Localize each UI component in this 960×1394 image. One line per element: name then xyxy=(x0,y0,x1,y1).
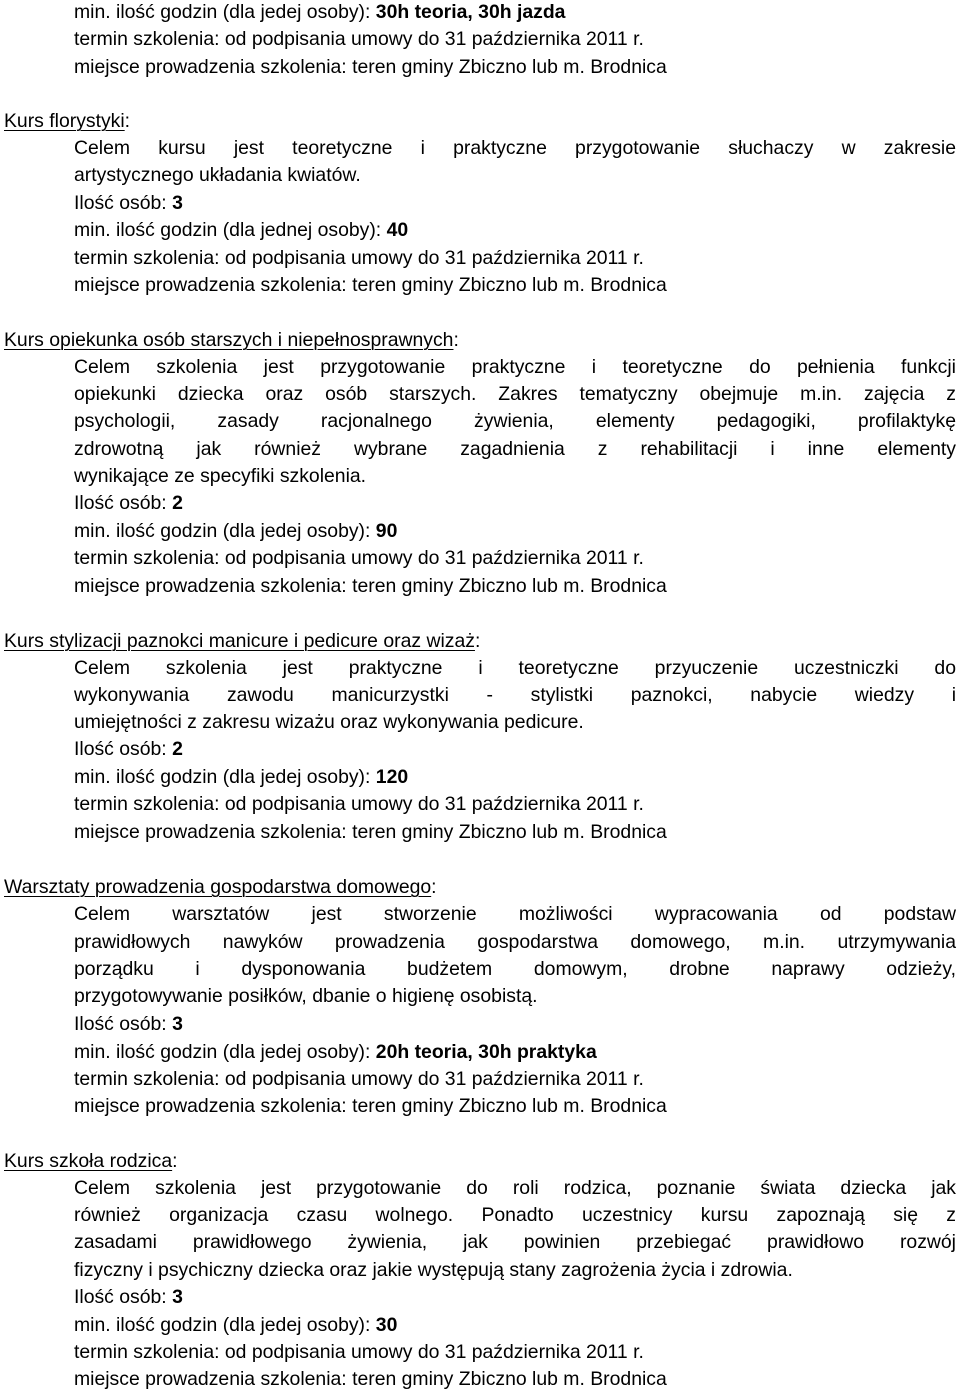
persons-value: 3 xyxy=(172,1013,183,1035)
course-title: Warsztaty prowadzenia gospodarstwa domowego xyxy=(4,876,432,898)
course-description-line xyxy=(74,464,366,488)
course-title: Kurs florystyki xyxy=(4,110,125,132)
termin-line xyxy=(74,792,644,816)
course-description-line xyxy=(74,163,361,187)
hours-line xyxy=(74,1040,597,1064)
hours-line xyxy=(74,765,408,789)
hours-label: min. ilość godzin (dla jedej osoby): xyxy=(74,1041,376,1063)
miejsce-line xyxy=(74,55,667,79)
course-description-line xyxy=(74,902,956,926)
course-description-line xyxy=(74,957,956,981)
course-description-line xyxy=(74,355,956,379)
description-text: Celem szkolenia jest praktyczne i teoretyczne przyuczenie uczestniczki do xyxy=(74,657,956,679)
course-heading: Kurs stylizacji paznokci manicure i pedicure oraz wizaż: xyxy=(4,630,481,652)
persons-line xyxy=(74,1285,183,1309)
course-description-line xyxy=(74,136,956,160)
termin-line xyxy=(74,246,644,270)
course-description-line xyxy=(74,1230,956,1254)
miejsce-line xyxy=(74,1094,667,1118)
miejsce-text: miejsce prowadzenia szkolenia: teren gminy Zbiczno lub m. Brodnica xyxy=(74,1368,667,1390)
course-heading: Kurs opiekunka osób starszych i niepełnosprawnych: xyxy=(4,329,459,351)
description-text: artystycznego układania kwiatów. xyxy=(74,164,361,186)
persons-value: 2 xyxy=(172,492,183,514)
miejsce-text: miejsce prowadzenia szkolenia: teren gminy Zbiczno lub m. Brodnica xyxy=(74,575,667,597)
miejsce-text: miejsce prowadzenia szkolenia: teren gminy Zbiczno lub m. Brodnica xyxy=(74,821,667,843)
hours-value: 20h teoria, 30h praktyka xyxy=(375,1041,597,1063)
persons-label: Ilość osób: xyxy=(74,492,173,514)
persons-label: Ilość osób: xyxy=(74,192,173,214)
termin-text: termin szkolenia: od podpisania umowy do 31 października 2011 r. xyxy=(74,1068,644,1090)
persons-line xyxy=(74,191,183,215)
description-text: przygotowywanie posiłków, dbanie o higienę osobistą. xyxy=(74,985,538,1007)
persons-line xyxy=(74,1012,183,1036)
hours-line xyxy=(74,218,408,242)
miejsce-text: miejsce prowadzenia szkolenia: teren gminy Zbiczno lub m. Brodnica xyxy=(74,56,667,78)
miejsce-text: miejsce prowadzenia szkolenia: teren gminy Zbiczno lub m. Brodnica xyxy=(74,1095,667,1117)
persons-label: Ilość osób: xyxy=(74,1013,173,1035)
hours-label: min. ilość godzin (dla jedej osoby): xyxy=(74,1314,376,1336)
hours-value: 30 xyxy=(375,1314,398,1336)
termin-text: termin szkolenia: od podpisania umowy do 31 października 2011 r. xyxy=(74,547,644,569)
course-title: Kurs szkoła rodzica xyxy=(4,1150,173,1172)
termin-text: termin szkolenia: od podpisania umowy do 31 października 2011 r. xyxy=(74,28,644,50)
course-description-line xyxy=(74,1258,793,1282)
termin-text: termin szkolenia: od podpisania umowy do 31 października 2011 r. xyxy=(74,247,644,269)
hours-line xyxy=(74,519,397,543)
hours-value: 90 xyxy=(375,520,398,542)
course-description-line xyxy=(74,409,956,433)
course-title: Kurs opiekunka osób starszych i niepełnosprawnych xyxy=(4,329,454,351)
miejsce-line xyxy=(74,820,667,844)
termin-line xyxy=(74,1067,644,1091)
hours-value: 120 xyxy=(375,766,409,788)
course-description-line xyxy=(74,382,956,406)
description-text: Celem kursu jest teoretyczne i praktyczne przygotowanie słuchaczy w zakresie xyxy=(74,137,956,159)
hours-label: min. ilość godzin (dla jedej osoby): xyxy=(74,766,376,788)
description-text: zdrowotną jak również wybrane zagadnienia z rehabilitacji i inne elementy xyxy=(74,438,956,460)
course-description-line xyxy=(74,1176,956,1200)
persons-label: Ilość osób: xyxy=(74,738,173,760)
description-text: Celem szkolenia jest przygotowanie praktyczne i teoretyczne do pełnienia funkcji xyxy=(74,356,956,378)
termin-text: termin szkolenia: od podpisania umowy do 31 października 2011 r. xyxy=(74,793,644,815)
hours-line xyxy=(74,0,565,24)
course-title: Kurs stylizacji paznokci manicure i pedicure oraz wizaż xyxy=(4,630,475,652)
description-text: opiekunki dziecka oraz osób starszych. Zakres tematyczny obejmuje m.in. zajęcia z xyxy=(74,383,956,405)
hours-label: min. ilość godzin (dla jedej osoby): xyxy=(74,520,376,542)
persons-value: 3 xyxy=(172,1286,183,1308)
description-text: Celem szkolenia jest przygotowanie do roli rodzica, poznanie świata dziecka jak xyxy=(74,1177,956,1199)
description-text: fizyczny i psychiczny dziecka oraz jakie występują stany zagrożenia życia i zdrowia. xyxy=(74,1259,793,1281)
course-description-line xyxy=(74,1203,956,1227)
course-description-line xyxy=(74,930,956,954)
miejsce-line xyxy=(74,1367,667,1391)
description-text: zasadami prawidłowego żywienia, jak powinien przebiegać prawidłowo rozwój xyxy=(74,1231,956,1253)
course-description-line xyxy=(74,437,956,461)
hours-value: 40 xyxy=(386,219,409,241)
description-text: porządku i dysponowania budżetem domowym, drobne naprawy odzieży, xyxy=(74,958,956,980)
course-heading: Warsztaty prowadzenia gospodarstwa domowego: xyxy=(4,876,437,898)
course-description-line xyxy=(74,710,584,734)
description-text: prawidłowych nawyków prowadzenia gospodarstwa domowego, m.in. utrzymywania xyxy=(74,931,956,953)
persons-value: 2 xyxy=(172,738,183,760)
persons-label: Ilość osób: xyxy=(74,1286,173,1308)
description-text: umiejętności z zakresu wizażu oraz wykonywania pedicure. xyxy=(74,711,584,733)
description-text: psychologii, zasady racjonalnego żywienia, elementy pedagogiki, profilaktykę xyxy=(74,410,956,432)
description-text: również organizacja czasu wolnego. Ponadto uczestnicy kursu zapoznają się z xyxy=(74,1204,956,1226)
termin-line xyxy=(74,27,644,51)
course-description-line xyxy=(74,656,956,680)
description-text: Celem warsztatów jest stworzenie możliwości wypracowania od podstaw xyxy=(74,903,956,925)
hours-label: min. ilość godzin (dla jednej osoby): xyxy=(74,219,387,241)
hours-line xyxy=(74,1313,397,1337)
hours-value: 30h teoria, 30h jazda xyxy=(375,1,566,23)
miejsce-text: miejsce prowadzenia szkolenia: teren gminy Zbiczno lub m. Brodnica xyxy=(74,274,667,296)
description-text: wykonywania zawodu manicurzystki - stylistki paznokci, nabycie wiedzy i xyxy=(74,684,956,706)
miejsce-line xyxy=(74,574,667,598)
termin-line xyxy=(74,546,644,570)
persons-line xyxy=(74,491,183,515)
termin-line xyxy=(74,1340,644,1364)
course-heading: Kurs szkoła rodzica: xyxy=(4,1150,178,1172)
termin-text: termin szkolenia: od podpisania umowy do 31 października 2011 r. xyxy=(74,1341,644,1363)
miejsce-line xyxy=(74,273,667,297)
course-heading: Kurs florystyki: xyxy=(4,110,131,132)
persons-value: 3 xyxy=(172,192,183,214)
course-description-line xyxy=(74,984,538,1008)
persons-line xyxy=(74,737,183,761)
hours-label: min. ilość godzin (dla jedej osoby): xyxy=(74,1,376,23)
description-text: wynikające ze specyfiki szkolenia. xyxy=(74,465,367,487)
course-description-line xyxy=(74,683,956,707)
